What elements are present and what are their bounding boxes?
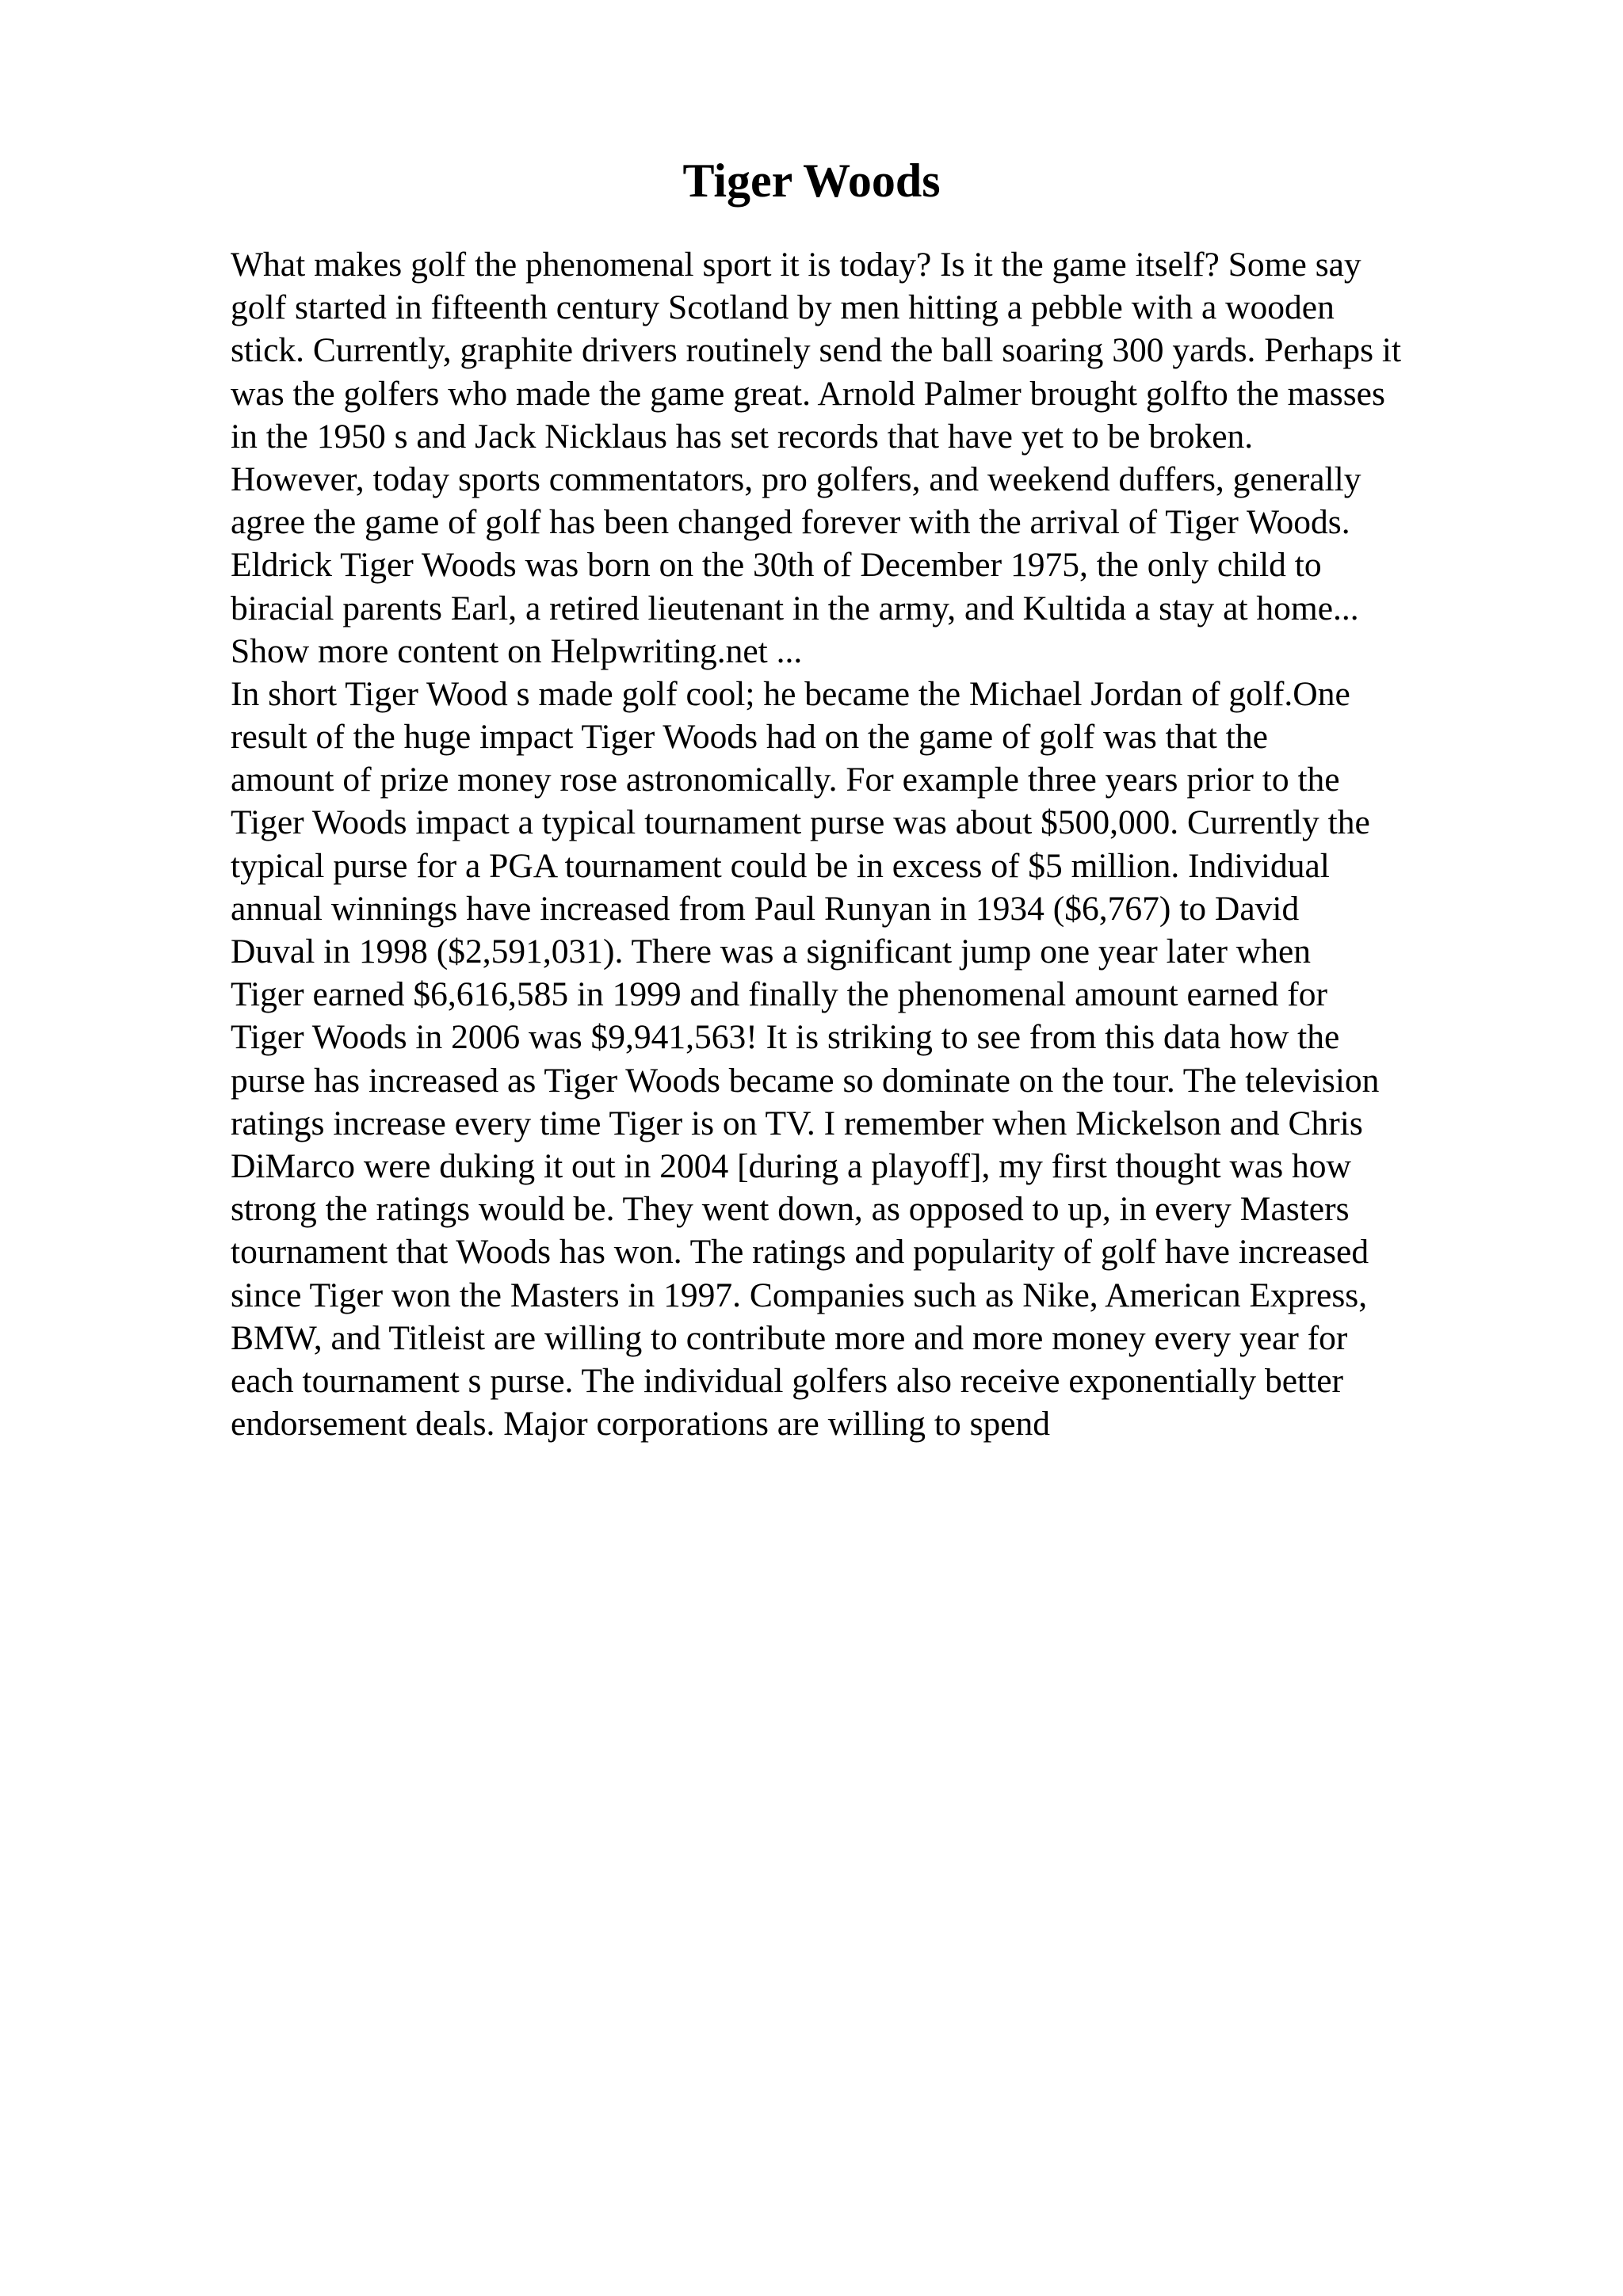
body-line: In short Tiger Wood s made golf cool; he became the Michael Jordan of golf.One [231, 674, 1350, 713]
body-line: tournament that Woods has won. The ratings and popularity of golf have increased [231, 1233, 1369, 1272]
document-title: Tiger Woods [682, 154, 941, 207]
body-line: Tiger earned $6,616,585 in 1999 and finally the phenomenal amount earned for [231, 975, 1327, 1014]
body-line: typical purse for a PGA tournament could be in excess of $5 million. Individual [231, 846, 1330, 885]
body-line: strong the ratings would be. They went down, as opposed to up, in every Masters [231, 1190, 1350, 1229]
body-line: each tournament s purse. The individual golfers also receive exponentially better [231, 1361, 1344, 1400]
body-line: purse has increased as Tiger Woods became so dominate on the tour. The television [231, 1061, 1380, 1100]
body-line: Duval in 1998 ($2,591,031). There was a significant jump one year later when [231, 933, 1312, 971]
body-line: Tiger Woods in 2006 was $9,941,563! It is striking to see from this data how the [231, 1018, 1340, 1057]
body-line: amount of prize money rose astronomically. For example three years prior to the [231, 761, 1340, 799]
body-line: biracial parents Earl, a retired lieutenant in the army, and Kultida a stay at home... [231, 589, 1359, 627]
body-line: was the golfers who made the game great. Arnold Palmer brought golfto the masses [231, 374, 1385, 413]
body-line: in the 1950 s and Jack Nicklaus has set records that have yet to be broken. [231, 417, 1254, 456]
body-line: stick. Currently, graphite drivers routinely send the ball soaring 300 yards. Perhaps it [231, 331, 1402, 370]
body-line: However, today sports commentators, pro golfers, and weekend duffers, generally [231, 460, 1361, 498]
body-line: agree the game of golf has been changed forever with the arrival of Tiger Woods. [231, 503, 1350, 542]
body-line: Eldrick Tiger Woods was born on the 30th of December 1975, the only child to [231, 546, 1322, 585]
body-line: DiMarco were duking it out in 2004 [during a playoff], my first thought was how [231, 1146, 1351, 1185]
body-line: golf started in fifteenth century Scotland by men hitting a pebble with a wooden [231, 288, 1335, 327]
show-more-link[interactable]: Show more content on Helpwriting.net ... [231, 631, 803, 670]
body-line: BMW, and Titleist are willing to contribute more and more money every year for [231, 1318, 1348, 1357]
body-line: Tiger Woods impact a typical tournament purse was about $500,000. Currently the [231, 803, 1370, 842]
body-line: annual winnings have increased from Paul Runyan in 1934 ($6,767) to David [231, 889, 1300, 928]
body-line: What makes golf the phenomenal sport it is today? Is it the game itself? Some say [231, 246, 1361, 284]
document-body [231, 243, 1507, 1445]
body-line: result of the huge impact Tiger Woods had on the game of golf was that the [231, 718, 1268, 757]
body-line: since Tiger won the Masters in 1997. Companies such as Nike, American Express, [231, 1276, 1368, 1314]
body-line: endorsement deals. Major corporations are willing to spend [231, 1405, 1051, 1444]
body-line: ratings increase every time Tiger is on TV. I remember when Mickelson and Chris [231, 1104, 1363, 1142]
